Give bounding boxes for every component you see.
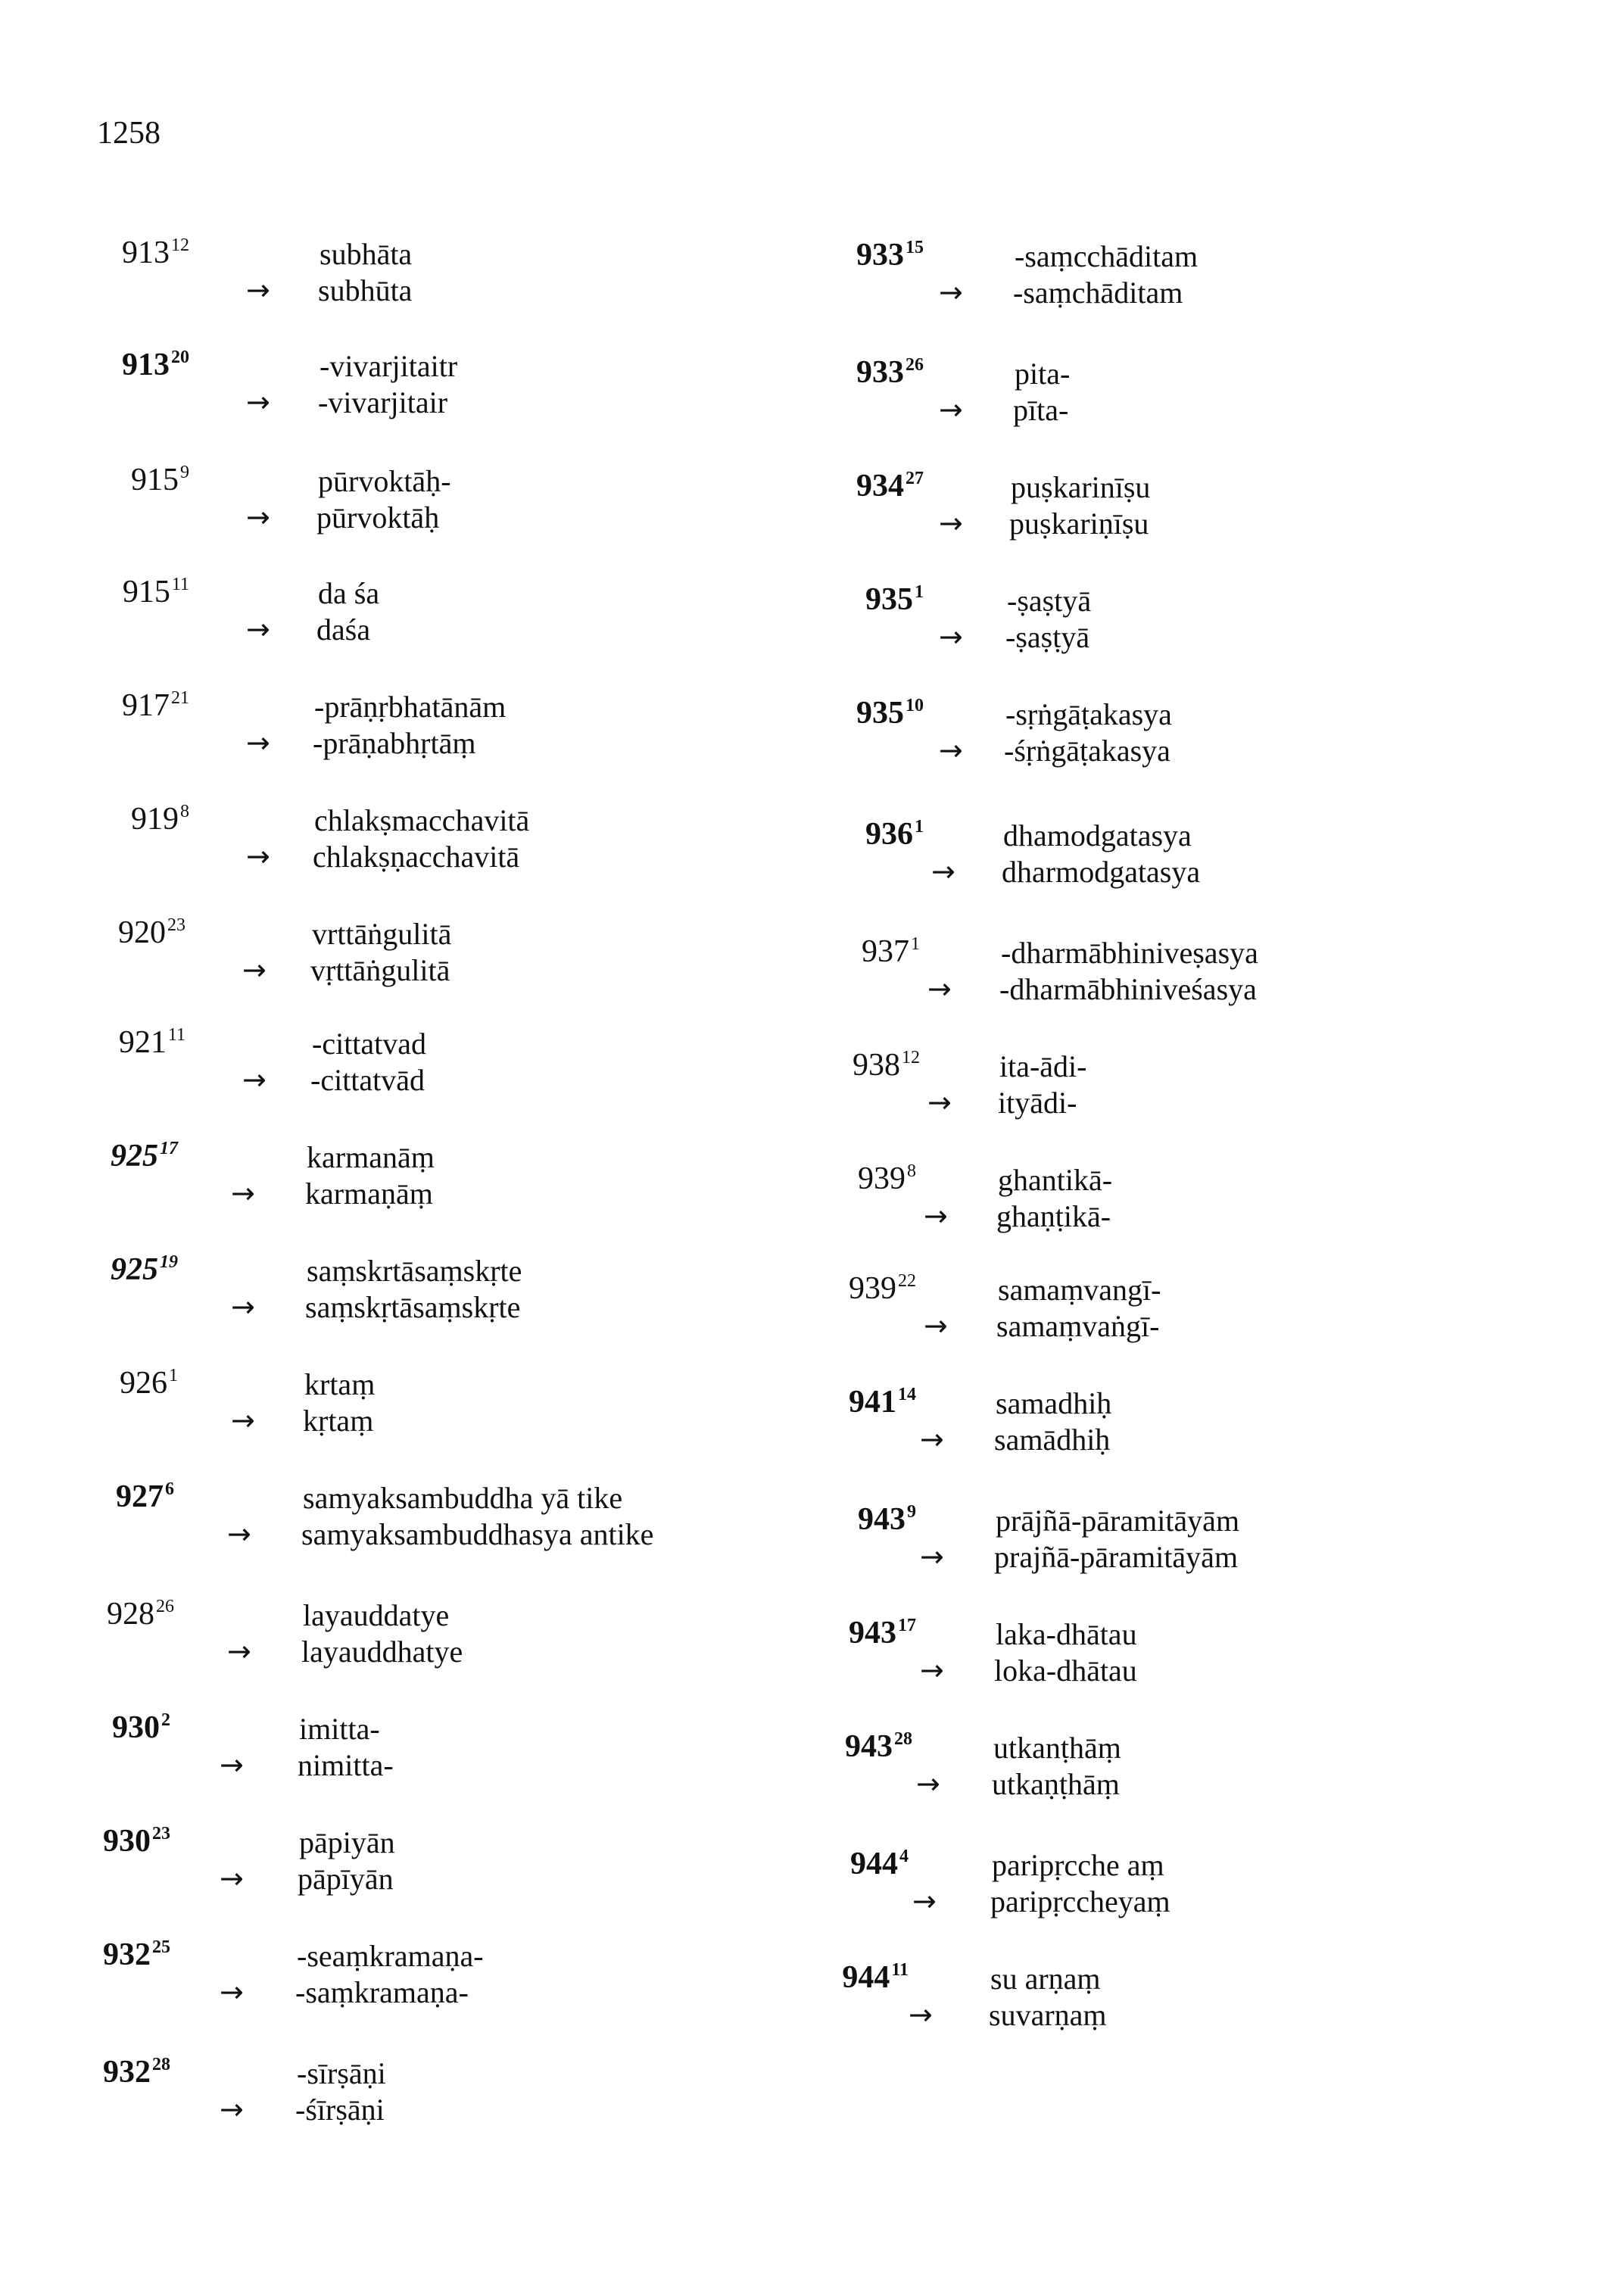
original-reading: karmanāṃ bbox=[307, 1140, 435, 1174]
reference-line: 17 bbox=[160, 1139, 178, 1158]
reference-page: 927 bbox=[116, 1479, 164, 1514]
arrow-right-icon: → bbox=[939, 393, 963, 426]
original-reading: paripṛcche aṃ bbox=[992, 1848, 1164, 1882]
reference-number bbox=[780, 1162, 916, 1195]
reference-line: 22 bbox=[898, 1271, 916, 1291]
corrected-reading: -vivarjitair bbox=[318, 385, 448, 419]
arrow-right-icon: → bbox=[220, 2093, 244, 2126]
correction-entry bbox=[787, 1503, 1620, 1594]
reference-line: 6 bbox=[165, 1479, 174, 1499]
correction-entry bbox=[787, 583, 1620, 674]
reference-page: 943 bbox=[858, 1502, 906, 1537]
reference-page: 921 bbox=[118, 1025, 167, 1060]
original-reading: chlakṣmacchavitā bbox=[314, 803, 530, 837]
reference-number bbox=[34, 1711, 170, 1744]
arrow-right-icon: → bbox=[242, 1063, 267, 1096]
arrow-right-icon: → bbox=[920, 1653, 944, 1687]
original-reading: pūrvoktāḥ- bbox=[318, 464, 451, 498]
original-reading: saṃskrtāsaṃskṛte bbox=[307, 1254, 522, 1288]
reference-number bbox=[53, 689, 189, 722]
reference-line: 1 bbox=[911, 934, 920, 954]
original-reading: prājñā-pāramitāyām bbox=[996, 1504, 1240, 1538]
arrow-right-icon: → bbox=[927, 972, 952, 1005]
reference-page: 941 bbox=[849, 1385, 896, 1420]
reference-line: 9 bbox=[907, 1502, 916, 1522]
reference-number bbox=[42, 1253, 178, 1286]
original-reading: -sṛṅgāṭakasya bbox=[1005, 697, 1172, 731]
original-reading: utkanṭhāṃ bbox=[993, 1731, 1121, 1765]
reference-page: 915 bbox=[122, 575, 170, 609]
reference-page: 933 bbox=[856, 355, 904, 390]
corrected-reading: pūrvoktāḥ bbox=[316, 500, 440, 535]
arrow-right-icon: → bbox=[920, 1540, 944, 1573]
corrected-reading: kṛtaṃ bbox=[303, 1404, 374, 1438]
reference-number bbox=[787, 818, 924, 850]
correction-entry bbox=[0, 1139, 803, 1230]
reference-number bbox=[787, 583, 924, 616]
reference-number bbox=[53, 575, 189, 608]
correction-entry bbox=[787, 469, 1620, 560]
arrow-right-icon: → bbox=[246, 385, 270, 419]
reference-number bbox=[53, 348, 189, 381]
corrected-reading: -śṛṅgāṭakasya bbox=[1004, 734, 1170, 768]
reference-line: 27 bbox=[906, 469, 924, 488]
arrow-right-icon: → bbox=[924, 1199, 948, 1233]
original-reading: pāpiyān bbox=[299, 1825, 395, 1859]
original-reading: -ṣaṣtyā bbox=[1007, 584, 1092, 618]
reference-line: 8 bbox=[180, 802, 189, 821]
arrow-right-icon: → bbox=[227, 1517, 251, 1551]
original-reading: layauddatye bbox=[303, 1598, 450, 1632]
reference-page: 913 bbox=[122, 235, 170, 270]
correction-entry bbox=[0, 803, 803, 893]
reference-number bbox=[53, 463, 189, 496]
arrow-right-icon: → bbox=[931, 855, 955, 888]
arrow-right-icon: → bbox=[220, 1975, 244, 2009]
reference-number bbox=[784, 935, 920, 968]
corrected-reading: pāpīyān bbox=[298, 1862, 394, 1896]
corrected-reading: -śīrṣāṇi bbox=[295, 2093, 385, 2127]
reference-line: 23 bbox=[167, 915, 185, 935]
reference-line: 19 bbox=[160, 1252, 178, 1272]
original-reading: krtaṃ bbox=[304, 1367, 376, 1401]
corrected-reading: karmaṇāṃ bbox=[305, 1177, 433, 1211]
arrow-right-icon: → bbox=[912, 1884, 937, 1918]
correction-entry bbox=[787, 1616, 1620, 1707]
reference-page: 919 bbox=[131, 802, 179, 837]
reference-number bbox=[787, 697, 924, 729]
reference-number bbox=[780, 1272, 916, 1304]
reference-line: 14 bbox=[898, 1385, 916, 1404]
reference-page: 913 bbox=[122, 348, 170, 382]
reference-number bbox=[49, 1026, 185, 1058]
corrected-reading: samyaksambuddhasya antike bbox=[301, 1517, 654, 1551]
correction-entry bbox=[0, 916, 803, 1007]
corrected-reading: saṃskṛtāsaṃskṛte bbox=[305, 1290, 521, 1324]
arrow-right-icon: → bbox=[231, 1290, 255, 1323]
correction-entry bbox=[0, 1825, 803, 1915]
correction-entry bbox=[787, 697, 1620, 787]
reference-line: 21 bbox=[171, 688, 189, 708]
arrow-right-icon: → bbox=[246, 726, 270, 759]
correction-entry bbox=[0, 1253, 803, 1344]
reference-page: 932 bbox=[103, 1937, 151, 1972]
reference-line: 28 bbox=[152, 2055, 170, 2074]
reference-line: 1 bbox=[915, 582, 924, 602]
reference-page: 944 bbox=[842, 1960, 890, 1995]
reference-page: 933 bbox=[856, 238, 904, 273]
correction-entry bbox=[787, 1847, 1620, 1938]
original-reading: -seaṃkramaṇa- bbox=[297, 1939, 484, 1973]
reference-line: 11 bbox=[171, 575, 189, 594]
reference-number bbox=[53, 803, 189, 835]
reference-line: 9 bbox=[180, 463, 189, 482]
correction-entry bbox=[787, 1049, 1620, 1139]
reference-page: 932 bbox=[103, 2055, 151, 2090]
reference-number bbox=[42, 1139, 178, 1172]
correction-entry bbox=[787, 1961, 1620, 2052]
original-reading: -cittatvad bbox=[312, 1027, 427, 1061]
arrow-right-icon: → bbox=[939, 506, 963, 540]
arrow-right-icon: → bbox=[231, 1177, 255, 1210]
correction-entry bbox=[0, 1026, 803, 1117]
original-reading: -sīrṣāṇi bbox=[297, 2056, 386, 2090]
corrected-reading: loka-dhātau bbox=[994, 1653, 1137, 1688]
reference-number bbox=[34, 1938, 170, 1971]
corrected-reading: daśa bbox=[316, 612, 371, 647]
reference-line: 8 bbox=[907, 1161, 916, 1181]
corrected-reading: subhūta bbox=[318, 273, 413, 307]
corrected-reading: ityādi- bbox=[998, 1086, 1077, 1120]
corrected-reading: samaṃvaṅgī- bbox=[996, 1309, 1160, 1343]
arrow-right-icon: → bbox=[939, 276, 963, 309]
correction-entry bbox=[0, 236, 803, 327]
arrow-right-icon: → bbox=[220, 1862, 244, 1895]
reference-page: 917 bbox=[122, 688, 170, 723]
correction-entry bbox=[0, 1711, 803, 1802]
reference-line: 15 bbox=[906, 238, 924, 257]
arrow-right-icon: → bbox=[242, 953, 267, 986]
original-reading: ita-ādi- bbox=[999, 1049, 1087, 1083]
reference-page: 928 bbox=[107, 1597, 154, 1632]
reference-page: 944 bbox=[850, 1847, 898, 1881]
reference-line: 11 bbox=[891, 1960, 909, 1980]
correction-entry bbox=[787, 1730, 1620, 1821]
reference-number bbox=[772, 1961, 909, 1993]
reference-page: 937 bbox=[862, 934, 909, 969]
correction-entry bbox=[787, 356, 1620, 447]
original-reading: -saṃcchāditam bbox=[1015, 239, 1199, 273]
arrow-right-icon: → bbox=[220, 1748, 244, 1781]
reference-page: 926 bbox=[120, 1366, 167, 1401]
reference-line: 1 bbox=[915, 817, 924, 837]
arrow-right-icon: → bbox=[939, 620, 963, 653]
correction-entry bbox=[787, 1385, 1620, 1476]
reference-page: 930 bbox=[103, 1824, 151, 1859]
correction-entry bbox=[0, 463, 803, 554]
corrected-reading: pīta- bbox=[1013, 393, 1069, 427]
reference-page: 943 bbox=[849, 1616, 896, 1650]
arrow-right-icon: → bbox=[246, 612, 270, 646]
original-reading: dhamodgatasya bbox=[1003, 818, 1192, 852]
original-reading: da śa bbox=[318, 576, 380, 610]
corrected-reading: samādhiḥ bbox=[994, 1423, 1111, 1457]
corrected-reading: utkaṇṭhāṃ bbox=[992, 1767, 1120, 1801]
corrected-reading: ghaṇṭikā- bbox=[996, 1199, 1111, 1233]
arrow-right-icon: → bbox=[916, 1767, 940, 1800]
corrected-reading: chlakṣṇacchavitā bbox=[313, 840, 520, 874]
corrected-reading: nimitta- bbox=[298, 1748, 394, 1782]
reference-line: 17 bbox=[898, 1616, 916, 1635]
reference-page: 935 bbox=[856, 696, 904, 731]
corrected-reading: suvarṇaṃ bbox=[989, 1998, 1107, 2032]
reference-number bbox=[780, 1616, 916, 1649]
reference-line: 25 bbox=[152, 1937, 170, 1957]
reference-number bbox=[787, 469, 924, 502]
original-reading: -prāṇṛbhatānām bbox=[314, 690, 507, 724]
reference-page: 939 bbox=[858, 1161, 906, 1196]
reference-number bbox=[38, 1597, 174, 1630]
reference-page: 934 bbox=[856, 469, 904, 503]
arrow-right-icon: → bbox=[924, 1309, 948, 1342]
corrected-reading: -prāṇabhṛtāṃ bbox=[313, 726, 476, 760]
corrected-reading: puṣkariṇīṣu bbox=[1009, 506, 1149, 541]
arrow-right-icon: → bbox=[231, 1404, 255, 1437]
original-reading: vrttāṅgulitā bbox=[312, 917, 452, 951]
corrected-reading: dharmodgatasya bbox=[1002, 855, 1201, 889]
reference-page: 920 bbox=[118, 915, 166, 950]
original-reading: ghantikā- bbox=[998, 1163, 1113, 1197]
reference-number bbox=[780, 1385, 916, 1418]
original-reading: samadhiḥ bbox=[996, 1386, 1112, 1420]
original-reading: su arṇaṃ bbox=[990, 1962, 1101, 1996]
correction-entry bbox=[0, 1597, 803, 1688]
reference-number bbox=[53, 236, 189, 269]
reference-line: 4 bbox=[899, 1847, 909, 1866]
corrected-reading: paripṛccheyaṃ bbox=[990, 1884, 1170, 1918]
reference-line: 28 bbox=[894, 1729, 912, 1749]
reference-number bbox=[38, 1480, 174, 1513]
correction-entry bbox=[0, 1367, 803, 1457]
reference-line: 26 bbox=[156, 1597, 174, 1616]
reference-number bbox=[784, 1049, 920, 1081]
arrow-right-icon: → bbox=[939, 734, 963, 767]
reference-line: 11 bbox=[167, 1025, 185, 1045]
arrow-right-icon: → bbox=[909, 1998, 933, 2031]
correction-entry bbox=[0, 689, 803, 780]
reference-line: 12 bbox=[171, 235, 189, 255]
reference-number bbox=[34, 1825, 170, 1857]
corrected-reading: -saṃkramaṇa- bbox=[295, 1975, 469, 2009]
reference-number bbox=[49, 916, 185, 949]
corrected-reading: -ṣaṣṭyā bbox=[1005, 620, 1090, 654]
correction-entry bbox=[787, 1162, 1620, 1253]
arrow-right-icon: → bbox=[927, 1086, 952, 1119]
reference-page: 930 bbox=[112, 1710, 160, 1745]
reference-page: 939 bbox=[849, 1271, 896, 1306]
arrow-right-icon: → bbox=[246, 840, 270, 873]
original-reading: -dharmābhiniveṣasya bbox=[1001, 936, 1258, 970]
reference-page: 925 bbox=[111, 1139, 158, 1173]
reference-line: 10 bbox=[906, 696, 924, 715]
original-reading: subhāta bbox=[320, 237, 413, 271]
original-reading: puṣkarinīṣu bbox=[1011, 470, 1151, 504]
reference-line: 2 bbox=[161, 1710, 170, 1730]
original-reading: samyaksambuddha yā tike bbox=[303, 1481, 623, 1515]
reference-line: 26 bbox=[906, 355, 924, 375]
reference-page: 915 bbox=[131, 463, 179, 497]
reference-number bbox=[787, 238, 924, 271]
reference-number bbox=[772, 1847, 909, 1880]
reference-page: 943 bbox=[845, 1729, 893, 1764]
arrow-right-icon: → bbox=[227, 1635, 251, 1668]
reference-line: 1 bbox=[169, 1366, 178, 1385]
corrected-reading: vṛttāṅgulitā bbox=[310, 953, 450, 987]
arrow-right-icon: → bbox=[246, 273, 270, 307]
reference-line: 23 bbox=[152, 1824, 170, 1844]
corrected-reading: -cittatvād bbox=[310, 1063, 425, 1097]
original-reading: pita- bbox=[1015, 357, 1071, 391]
reference-page: 935 bbox=[865, 582, 913, 617]
reference-number bbox=[776, 1730, 912, 1763]
reference-number bbox=[34, 2056, 170, 2088]
correction-entry bbox=[0, 575, 803, 666]
reference-number bbox=[787, 356, 924, 388]
original-reading: laka-dhātau bbox=[996, 1617, 1137, 1651]
original-reading: -vivarjitaitr bbox=[320, 349, 458, 383]
reference-line: 12 bbox=[902, 1048, 920, 1068]
correction-entry bbox=[787, 238, 1620, 329]
correction-entry bbox=[787, 818, 1620, 909]
arrow-right-icon: → bbox=[920, 1423, 944, 1456]
correction-entry bbox=[0, 1480, 803, 1571]
reference-page: 938 bbox=[853, 1048, 900, 1083]
corrected-reading: -dharmābhiniveśasya bbox=[999, 972, 1257, 1006]
correction-entry bbox=[0, 2056, 803, 2146]
page-number: 1258 bbox=[97, 116, 161, 151]
correction-entry bbox=[787, 1272, 1620, 1363]
reference-number bbox=[42, 1367, 178, 1399]
reference-page: 925 bbox=[111, 1252, 158, 1287]
original-reading: samaṃvangī- bbox=[998, 1273, 1161, 1307]
correction-entry bbox=[0, 348, 803, 439]
original-reading: imitta- bbox=[299, 1712, 380, 1746]
correction-entry bbox=[0, 1938, 803, 2029]
arrow-right-icon: → bbox=[246, 500, 270, 534]
corrected-reading: layauddhatye bbox=[301, 1635, 463, 1669]
corrected-reading: prajñā-pāramitāyām bbox=[994, 1540, 1239, 1574]
corrected-reading: -saṃchāditam bbox=[1013, 276, 1183, 310]
correction-entry bbox=[787, 935, 1620, 1026]
reference-number bbox=[780, 1503, 916, 1535]
reference-page: 936 bbox=[865, 817, 913, 852]
reference-line: 20 bbox=[171, 348, 189, 367]
